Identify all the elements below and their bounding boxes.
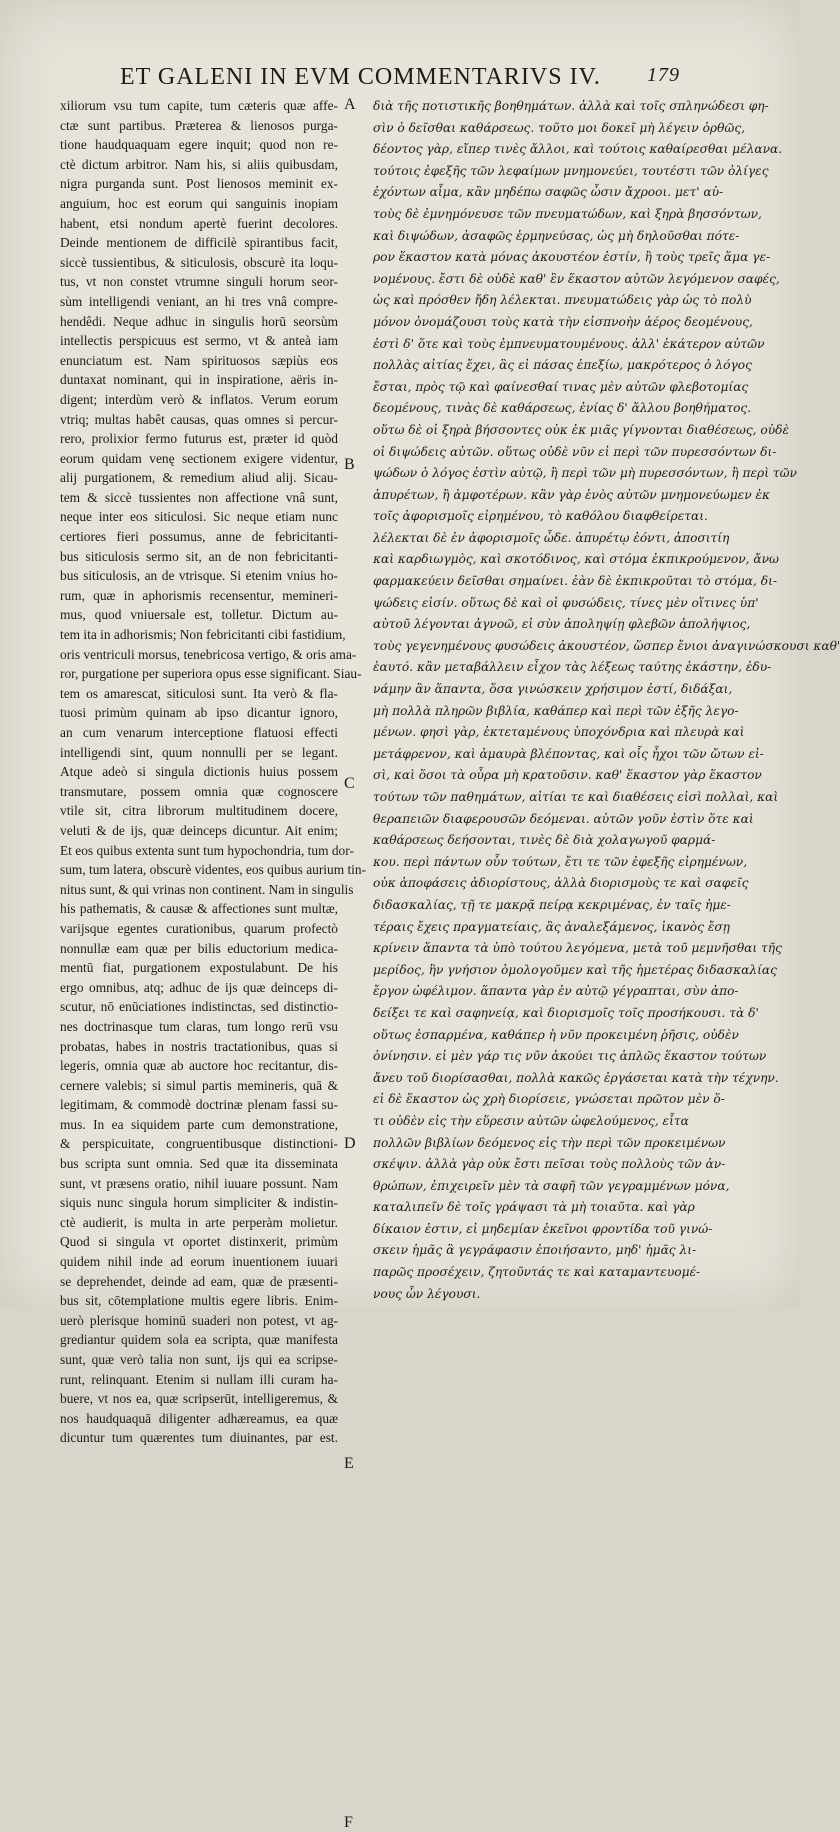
- latin-text-line: Et eos quibus extenta sunt tum hypochondria, tum dor-: [60, 842, 354, 858]
- latin-text-line: legitimam, & commodè doctrinæ plenam fassi su-: [60, 1097, 338, 1113]
- greek-text-line: τοῖς ἀφορισμοῖς εἰρημένου, τὸ καθόλου διαφθείρεται.: [373, 509, 708, 524]
- latin-text-line: habent, etsi nondum apertè fuerint decolores.: [60, 215, 338, 231]
- latin-text-line: rero, prolixior fermo futurus est, præter id quòd: [60, 431, 338, 447]
- greek-text-line: σκειν ἡμᾶς ἃ γεγράφασιν ἐποιήσαντο, μηδ' ἡμᾶς λι-: [373, 1243, 697, 1258]
- greek-text-line: ἑαυτό. κἂν μεταβάλλειν εἶχον τὰς λέξεως ταύτης ἑκάστην, ἐδυ-: [373, 660, 772, 675]
- latin-text-line: ror, purgatione per superiora opus esse significant. Siau-: [60, 666, 362, 682]
- greek-text-line: δείξει τε καὶ σαφηνείᾳ, καὶ διορισμοῖς τοῖς προσήκουσι. τὰ δ': [373, 1005, 759, 1020]
- latin-text-line: tem & siccè tussientes non affectione vnâ sunt,: [60, 489, 338, 505]
- latin-text-line: mentū fiat, purgationem expostulabunt. De his: [60, 960, 338, 976]
- latin-text-line: anguium, hoc est eorum qui sanguinis inopiam: [60, 195, 338, 211]
- margin-marker-d: D: [344, 1134, 356, 1152]
- latin-text-line: Atque adeò si singula dictionis huius possem: [60, 764, 338, 780]
- margin-marker-b: B: [344, 455, 355, 473]
- greek-text-line: σὶν ὁ δεῖσθαι καθάρσεως. τοῦτο μοι δοκεῖ μὴ λέγειν ὀρθῶς,: [373, 120, 746, 135]
- greek-text-line: οἱ διψώδεις αὐτῶν. οὕτως οὐδὲ νῦν εἰ περὶ τῶν πυρεσσόντων δι-: [373, 444, 777, 459]
- latin-text-line: duntaxat nominant, qui in inspiratione, aëris in-: [60, 372, 338, 388]
- latin-text-line: intelligendi sint, quum nonnulli per se legant.: [60, 744, 338, 760]
- latin-text-line: neque inter eos siticulosi. Sic neque etiam nunc: [60, 509, 338, 525]
- margin-marker-a: A: [344, 96, 356, 113]
- greek-text-line: φαρμακεύειν δεῖσθαι σημαίνει. ἐὰν δὲ ἐκπικροῦται τὸ στόμα, δι-: [373, 574, 777, 589]
- header-title: ET GALENI IN EVM COMMENTARIVS IV.: [120, 64, 601, 90]
- greek-text-line: ἐχόντων αἷμα, κἂν μηδέπω σαφῶς ὦσιν ἄχροοι. μετ' αὐ-: [373, 185, 724, 200]
- margin-marker-f: F: [344, 1814, 353, 1832]
- latin-text-line: sunt, quæ verò talia non sunt, ijs qui ea scripse-: [60, 1352, 338, 1367]
- latin-text-line: bus sit, cōtemplatione multis egere libris. Enim-: [60, 1293, 338, 1309]
- latin-text-line: nes doctrinasque tum claras, tum longo rerū vsu: [60, 1018, 338, 1034]
- latin-text-line: an cum venarum interceptione flatuosi effecti: [60, 725, 338, 740]
- latin-text-line: runt, relinquant. Etenim si nullam illi curam ha-: [60, 1371, 338, 1387]
- greek-text-line: οὕτω δὲ οἱ ξηρὰ βήσσοντες οὐκ ἐκ μιᾶς γίγνονται διαθέσεως, οὐδὲ: [373, 422, 790, 437]
- latin-text-line: Quod si singula vt oportet distinxerit, primùm: [60, 1234, 338, 1250]
- greek-text-line: δέοντος γὰρ, εἴπερ τινὲς ἄλλοι, καὶ τούτοις καθαίρεσθαι μέλανα.: [373, 142, 783, 157]
- latin-text-line: cernere valebis; si simul partis memineris, quā &: [60, 1077, 338, 1093]
- latin-text-line: rum, quæ in aphorismis recensentur, memineri-: [60, 587, 338, 603]
- greek-text-line: δίκαιον ἐστιν, εἰ μηδεμίαν ἐκεῖνοι φροντίδα τοῦ γινώ-: [373, 1221, 713, 1236]
- greek-text-line: καθάρσεως δεήσονται, τινὲς δὲ διὰ χολαγωγοῦ φαρμά-: [373, 833, 716, 848]
- greek-text-line: ψώδων ὁ λόγος ἐστὶν αὐτῷ, ἢ περὶ τῶν μὴ πυρεσσόντων, ἢ περὶ τῶν: [373, 466, 797, 481]
- margin-marker-e: E: [344, 1454, 354, 1472]
- greek-text-line: ρον ἕκαστον κατὰ μόνας ἀκουστέον ἐστίν, ἢ τοὺς τρεῖς ἅμα γε-: [373, 250, 771, 265]
- latin-text-line: mus. In ea siquidem parte cum demonstratione,: [60, 1116, 338, 1132]
- greek-text-line: καὶ καρδιωγμὸς, καὶ σκοτόδινος, καὶ στόμα ἐκπικρούμενον, ἄνω: [373, 552, 779, 567]
- latin-text-line: tem ita in adhorismis; Non febricitanti cibi fastidium,: [60, 627, 346, 643]
- greek-text-line: θρώπων, ἐπιχειρεῖν μὲν τὰ σαφῆ τῶν γεγραμμένων μόνα,: [373, 1178, 730, 1193]
- latin-text-line: enunciatum est. Nam spirituosos sæpiùs eos: [60, 352, 338, 368]
- latin-text-line: sunt, vt præsens oratio, nihil iuuare possunt. Nam: [60, 1175, 338, 1191]
- latin-text-line: se deprehendet, deinde ad eam, quæ de præsenti-: [60, 1273, 338, 1289]
- latin-text-line: legeris, omnia quæ ab auctore hoc recitantur, dis-: [60, 1058, 338, 1074]
- greek-text-line: διδασκαλίας, τῇ τε μακρᾷ πείρᾳ κεκριμένας, ἐν ταῖς ἡμε-: [373, 897, 731, 912]
- latin-text-line: dicuntur tum quærentes tum diuinantes, par est.: [60, 1430, 338, 1446]
- latin-text-line: tem os amarescat, siticulosi sunt. Ita verò & fla-: [60, 685, 338, 701]
- greek-text-line: θεραπειῶν διαφερουσῶν δεόμεναι. αὐτῶν γοῦν ἐστὶν ὅτε καὶ: [373, 811, 754, 826]
- greek-text-line: παρῶς προσέχειν, ζητοῦντάς τε καὶ καταμαντευομέ-: [373, 1265, 701, 1280]
- latin-text-line: tuosi primùm quinam ab ipso dicantur ignoro,: [60, 705, 338, 721]
- latin-text-line: veluti & de ijs, quæ deinceps dicuntur. Ait enim;: [60, 822, 338, 838]
- latin-text-line: bus siticulosis sermo sit, an de non febricitanti-: [60, 548, 338, 564]
- greek-text-line: κου. περὶ πάντων οὖν τούτων, ἔτι τε τῶν ἐφεξῆς εἰρημένων,: [373, 854, 748, 869]
- greek-text-line: δεομένους, τινὰς δὲ καθάρσεως, ἐνίας δ' ἄλλου βοηθήματος.: [373, 401, 752, 416]
- greek-text-line: ἔργον ὠφέλιμον. ἅπαντα γὰρ ἐν αὐτῷ γέγραπται, σὺν ἀπο-: [373, 984, 739, 999]
- latin-text-line: probatas, habes in nostris tractationibus, quas si: [60, 1038, 338, 1054]
- latin-text-line: his pathematis, & causæ & affectiones sunt multæ,: [60, 901, 338, 917]
- latin-text-line: sùm intelligendi veniant, an hi tres vnâ compre-: [60, 293, 338, 309]
- greek-text-line: τέραις ἔχεις πραγματείαις, ἃς ἀναλεξάμενος, ἱκανὸς ἔσῃ: [373, 919, 730, 934]
- latin-text-line: mus, quod vniuersale est, tolletur. Dictum au-: [60, 607, 338, 623]
- latin-text-line: vtile sit, citra librorum multitudinem docere,: [60, 803, 338, 819]
- greek-text-line: νομένους. ἔστι δὲ οὐδὲ καθ' ἓν ἕκαστον αὐτῶν λεγόμενον σαφές,: [373, 271, 780, 286]
- greek-text-line: αὐτοῦ λέγονται ἀγνοῶ, εἰ σὺν ἀποληψίῃ φλεβῶν ἀπολήψιος,: [373, 617, 751, 632]
- greek-text-line: νους ὧν λέγουσι.: [373, 1286, 481, 1301]
- greek-text-line: ὀνίνησιν. εἰ μὲν γάρ τις νῦν ἀκούει τις ἁπλῶς ἕκαστον τούτων: [373, 1049, 767, 1064]
- latin-text-line: ctè audierit, is multa in arte perperàm molietur.: [60, 1214, 338, 1230]
- greek-text-line: σὶ, καὶ ὅσοι τὰ οὖρα μὴ κρατοῦσιν. καθ' ἕκαστον γὰρ ἕκαστον: [373, 768, 762, 783]
- greek-text-line: τοὺς δὲ ἐμνημόνευσε τῶν πνευματώδων, καὶ ξηρὰ βησσόντων,: [373, 206, 762, 221]
- running-header: [120, 64, 680, 92]
- latin-text-line: oris ventriculi morsus, tenebricosa vertigo, & oris ama-: [60, 646, 357, 662]
- greek-text-line: μόνον ὀνομάζουσι τοὺς κατὰ τὴν εἰσπνοὴν ἀέρος δεομένους,: [373, 314, 753, 329]
- greek-text-line: ψώδεις εἰσίν. οὕτως δὲ καὶ οἱ φυσώδεις, τίνες μὲν οἵτινες ὑπ': [373, 595, 759, 610]
- greek-text-line: πολλῶν βιβλίων δεόμενος εἰς τὴν περὶ τῶν προκειμένων: [373, 1135, 726, 1150]
- greek-text-line: μετάφρενον, καὶ ἀμαυρὰ βλέποντας, καὶ οἷς ἦχοι τῶν ὤτων εἰ-: [373, 746, 764, 761]
- latin-text-line: bus siticulosis, an de vtrisque. Si etenim vnius ho-: [60, 568, 338, 584]
- latin-text-line: transmutare, possem omnia quæ cognoscere: [60, 783, 338, 799]
- greek-text-line: οὕτως ἐσπαρμένα, καθάπερ ἡ νῦν προκειμένη ῥῆσις, οὐδὲν: [373, 1027, 739, 1042]
- latin-text-line: bus scripta sunt omnia. Sed quæ ita disseminata: [60, 1156, 338, 1172]
- greek-text-line: ἀπυρέτων, ἢ ἀμφοτέρων. κἂν γὰρ ἑνὸς αὐτῶν μνημονεύωμεν ἐκ: [373, 487, 771, 502]
- latin-text-line: ctæ sunt partibus. Præterea & lienosos purga-: [60, 117, 338, 133]
- greek-text-line: τοὺς γεγενημένους φυσώδεις ἀκουστέον, ὥσπερ ἔνιοι ἀναγινώσκουσι καθ': [373, 638, 840, 653]
- latin-text-line: Deinde mentionem de difficilè spirantibus facit,: [60, 235, 338, 251]
- greek-column: [373, 96, 840, 1305]
- latin-text-line: alij purgationem, & remedium aliud alij. Sicau-: [60, 470, 338, 486]
- latin-text-line: nigra purganda sunt. Post lienosos meminit ex-: [60, 176, 338, 192]
- greek-text-line: οὐκ ἀποφάσεις ἀδιορίστους, ἀλλὰ διορισμοὺς τε καὶ σαφεῖς: [373, 876, 749, 891]
- latin-text-line: grediantur quidem sola ea scripta, quæ manifesta: [60, 1332, 338, 1348]
- latin-text-line: xiliorum vsu tum capite, tum cæteris quæ affe-: [60, 98, 338, 113]
- greek-text-line: ἐστὶ δ' ὅτε καὶ τοὺς ἐμπνευματουμένους. ἀλλ' ἑκάτερον αὐτῶν: [373, 336, 765, 351]
- latin-text-line: tione haudquaquam egere inquit; quod non re-: [60, 137, 338, 153]
- greek-text-line: τούτων τῶν παθημάτων, αἰτίαι τε καὶ διαθέσεις εἰσὶ πολλαὶ, καὶ: [373, 790, 779, 804]
- latin-text-line: varijsque egentes curationibus, quarum profectò: [60, 920, 338, 936]
- latin-text-line: scutur, nō enūciationes indistinctas, sed distinctio-: [60, 999, 338, 1015]
- greek-text-line: τούτοις ἐφεξῆς τῶν λεφαίμων μνημονεύει, τουτέστι τῶν ὀλίγες: [373, 163, 769, 178]
- latin-text-line: nos haudquaquā diligenter adhæreamus, ea quæ: [60, 1410, 338, 1426]
- greek-text-line: λέλεκται δὲ ἐν ἀφορισμοῖς ὧδε. ἀπυρέτῳ ἐόντι, ἀποσιτίη: [373, 530, 730, 545]
- latin-text-line: quidem nihil inde ad eorum inuentionem iuuari: [60, 1254, 338, 1270]
- latin-text-line: certiores fieri possumus, anne de febricitanti-: [60, 529, 338, 545]
- latin-text-line: nitus sunt, & qui vrinas non continent. Nam in singulis: [60, 881, 354, 897]
- latin-text-line: ctè dictum arbitror. Nam his, si aliis quibusdam,: [60, 156, 338, 172]
- greek-text-line: καταλιπεῖν δὲ τοῖς γράψασι τὰ μὴ τοιαῦτα. καὶ γὰρ: [373, 1200, 695, 1215]
- greek-text-line: μερίδος, ἣν γνήσιον ὁμολογοῦμεν καὶ τῆς ἡμετέρας διδασκαλίας: [373, 962, 777, 977]
- latin-text-line: intellectis perspicuus est sermo, vt & anteà iam: [60, 333, 338, 349]
- latin-text-line: & perspicuitate, congruentibusque distinctioni-: [60, 1136, 338, 1152]
- greek-text-line: σκέψιν. ἀλλὰ γὰρ οὐκ ἔστι πεῖσαι τοὺς πολλοὺς τῶν ἀν-: [373, 1157, 726, 1172]
- greek-text-line: ἔσται, πρὸς τῷ καὶ φαίνεσθαί τινας μὲν αὐτῶν φλεβοτομίας: [373, 379, 749, 394]
- latin-text-line: ergo omnibus, atq; adhuc de ijs quæ deinceps di-: [60, 979, 338, 995]
- greek-text-line: κρίνειν ἅπαντα τὰ ὑπὸ τούτου λεγόμενα, μετὰ τοῦ μεμνῆσθαι τῆς: [373, 941, 782, 956]
- greek-text-line: πολλὰς αἰτίας ἔχει, ἃς εἰ πάσας ἐπεξίω, μακρότερος ὁ λόγος: [373, 358, 752, 373]
- greek-text-line: ὡς καὶ πρόσθεν ἤδη λέλεκται. πνευματώδεις γὰρ ὡς τὸ πολὺ: [373, 293, 752, 308]
- latin-text-line: uerò plerisque hominū suaderi non potest, vt ag-: [60, 1312, 338, 1328]
- latin-text-line: buere, vt nos ea, quæ scripserūt, intelligeremus, &: [60, 1391, 338, 1407]
- greek-text-line: μένων. φησὶ γὰρ, ἐκτεταμένους ὑποχόνδρια καὶ πλευρὰ καὶ: [373, 725, 745, 740]
- latin-text-line: hendêdi. Neque adhuc in singulis horū seorsùm: [60, 313, 338, 329]
- greek-text-line: μὴ πολλὰ πληρῶν βιβλία, καθάπερ καὶ περὶ τῶν ἐξῆς λεγο-: [373, 703, 739, 718]
- margin-marker-c: C: [344, 775, 355, 793]
- greek-text-line: τι οὐδὲν εἰς τὴν εὕρεσιν αὐτῶν ὠφελούμενος, εἶτα: [373, 1113, 689, 1128]
- page-number: 179: [647, 64, 680, 86]
- greek-text-line: ἄνευ τοῦ διορίσασθαι, πολλὰ κακῶς ἐργάσεται κατὰ τὴν τέχνην.: [373, 1070, 779, 1085]
- latin-text-line: siccè tussientibus, & siticulosis, obscurè ita loqu-: [60, 254, 338, 270]
- latin-column: [60, 96, 367, 1448]
- latin-text-line: vtriq; multas habêt causas, quas omnes si percur-: [60, 411, 338, 427]
- greek-text-line: διὰ τῆς ποτιστικῆς βοηθημάτων. ἀλλὰ καὶ τοῖς σπληνώδεσι φη-: [373, 99, 769, 113]
- greek-text-line: καὶ διψώδων, ἀσαφῶς ἑρμηνεύσας, ὡς μὴ δηλοῦσθαι πότε-: [373, 228, 740, 243]
- latin-text-line: eorum quidam venę sectionem exigere videntur,: [60, 450, 338, 466]
- latin-text-line: tus, vt non constet vtrumne singuli horum seor-: [60, 274, 338, 290]
- latin-text-line: nonnullæ eam quæ per bilis eductorium medica-: [60, 940, 338, 956]
- latin-text-line: siquis nunc singula horum simpliciter & indistin-: [60, 1195, 338, 1211]
- latin-text-line: sum, tum latera, obscurè videntes, eos quibus aurium tin-: [60, 862, 367, 878]
- greek-text-line: εἰ δὲ ἕκαστον ὡς χρὴ διορίσειε, γνώσεται πρῶτον μὲν ὅ-: [373, 1092, 725, 1107]
- latin-text-line: digent; interdùm verò & inflatos. Verum eorum: [60, 391, 338, 407]
- greek-text-line: νάμην ἂν ἅπαντα, ὅσα γινώσκειν χρήσιμον ἐστί, διδάξαι,: [373, 682, 733, 697]
